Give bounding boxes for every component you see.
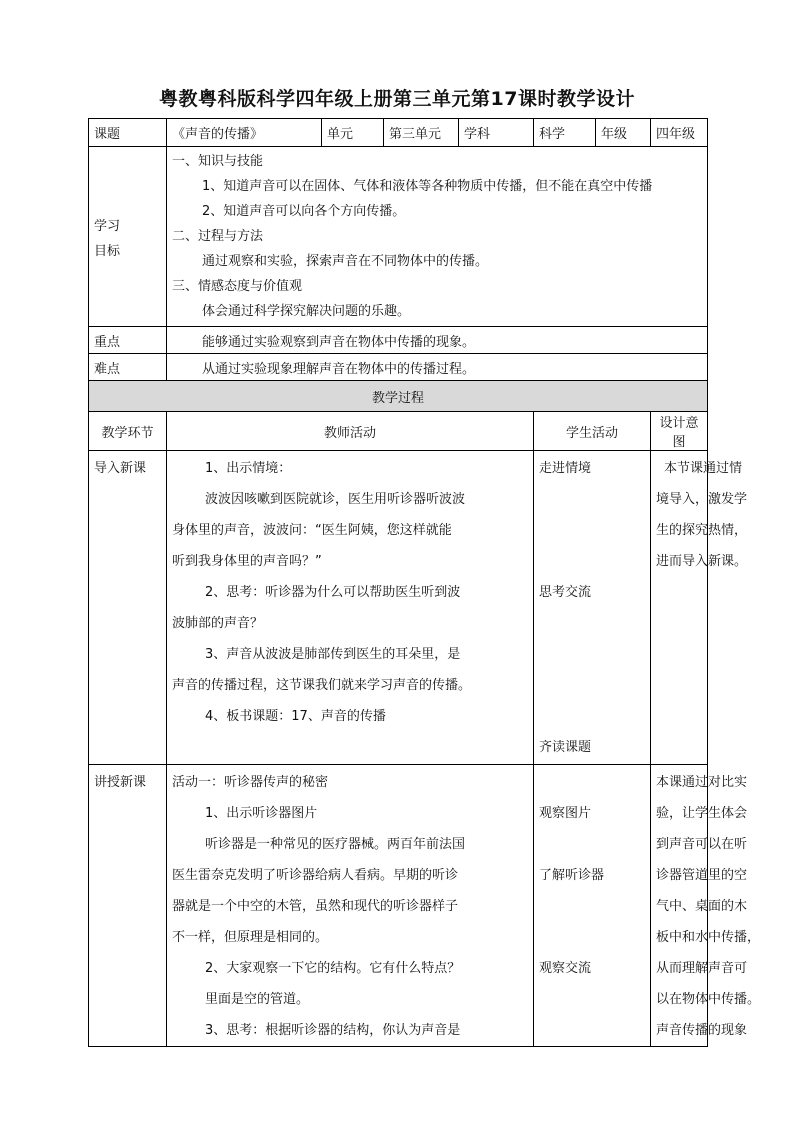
lecture-teacher-line: 不一样，但原理是相同的。 bbox=[172, 930, 329, 945]
intro-row bbox=[89, 451, 708, 765]
intro-intent-line: 进而导入新课。 bbox=[656, 554, 748, 569]
lecture-intent-line: 以在物体中传播。 bbox=[656, 992, 761, 1007]
lecture-intent-line: 气中、桌面的木 bbox=[656, 899, 748, 914]
goals-line: 二、过程与方法 bbox=[172, 229, 264, 244]
goals-line: 通过观察和实验，探索声音在不同物体中的传播。 bbox=[202, 254, 489, 269]
key-point-label: 重点 bbox=[89, 327, 167, 354]
goals-row bbox=[89, 147, 708, 327]
goals-label-line-1: 学习 bbox=[94, 218, 121, 234]
lecture-teacher-line: 3、思考：根据听诊器的结构，你认为声音是 bbox=[205, 1023, 461, 1038]
goals-content bbox=[167, 147, 708, 327]
lecture-intent-line: 从而理解声音可 bbox=[656, 961, 748, 976]
goals-line: 三、情感态度与价值观 bbox=[172, 279, 303, 294]
goals-label-line-2: 目标 bbox=[94, 243, 121, 259]
lecture-student-line: 观察交流 bbox=[539, 961, 592, 976]
lesson-plan-table bbox=[88, 118, 761, 1047]
lecture-teacher-line: 器就是一个中空的木管，虽然和现代的听诊器样子 bbox=[172, 899, 459, 914]
lecture-intent-line: 本课通过对比实 bbox=[656, 775, 748, 790]
goals-line: 一、知识与技能 bbox=[172, 154, 264, 169]
intro-teacher-line: 4、板书课题：17、声音的传播 bbox=[205, 709, 386, 724]
intro-teacher-line: 身体里的声音，波波问：“医生阿姨，您这样就能 bbox=[172, 523, 452, 538]
lecture-teacher-line: 听诊器是一种常见的医疗器械。两百年前法国 bbox=[205, 837, 466, 852]
lecture-intent bbox=[651, 765, 761, 1047]
intro-teacher-line: 3、声音从波波是肺部传到医生的耳朵里，是 bbox=[205, 647, 461, 662]
lecture-stage bbox=[89, 765, 167, 1047]
lecture-intent-line: 声音传播的现象 bbox=[656, 1023, 748, 1038]
key-point-text bbox=[167, 327, 708, 354]
info-row bbox=[89, 119, 708, 147]
key-point-value: 能够通过实验观察到声音在物体中传播的现象。 bbox=[202, 334, 476, 350]
intro-stage bbox=[89, 451, 167, 765]
col-student-header: 学生活动 bbox=[534, 412, 651, 451]
intro-intent-line: 境导入，激发学 bbox=[656, 492, 748, 507]
unit-label: 单元 bbox=[322, 119, 384, 147]
lecture-row bbox=[89, 765, 708, 1047]
difficulty-text bbox=[167, 354, 708, 381]
process-heading-row bbox=[89, 381, 708, 412]
process-header-row bbox=[89, 412, 708, 451]
intro-teacher bbox=[167, 451, 534, 765]
process-heading: 教学过程 bbox=[89, 381, 708, 412]
grade-label: 年级 bbox=[596, 119, 651, 147]
subject-value: 科学 bbox=[534, 119, 596, 147]
lecture-student bbox=[534, 765, 651, 1047]
goals-line: 1、知道声音可以在固体、气体和液体等各种物质中传播，但不能在真空中传播 bbox=[202, 179, 653, 194]
col-teacher-header: 教师活动 bbox=[167, 412, 534, 451]
topic-label: 课题 bbox=[89, 119, 167, 147]
intro-teacher-line: 波肺部的声音？ bbox=[172, 616, 264, 631]
goals-line: 2、知道声音可以向各个方向传播。 bbox=[202, 204, 406, 219]
difficulty-label: 难点 bbox=[89, 354, 167, 381]
intro-teacher-line: 波波因咳嗽到医院就诊，医生用听诊器听波波 bbox=[205, 492, 466, 507]
lecture-teacher bbox=[167, 765, 534, 1047]
intro-stage-label: 导入新课 bbox=[94, 461, 147, 476]
intro-intent bbox=[651, 451, 748, 765]
lecture-teacher-line: 1、出示听诊器图片 bbox=[205, 806, 318, 821]
intro-student bbox=[534, 451, 651, 765]
lecture-teacher-line: 活动一：听诊器传声的秘密 bbox=[172, 775, 329, 790]
intro-teacher-line: 1、出示情境： bbox=[205, 461, 292, 476]
intro-intent-line: 生的探究热情， bbox=[656, 523, 748, 538]
lecture-teacher-line: 里面是空的管道。 bbox=[205, 992, 310, 1007]
intro-student-line: 走进情境 bbox=[539, 461, 592, 476]
lecture-teacher-line: 2、大家观察一下它的结构。它有什么特点？ bbox=[205, 961, 461, 976]
lecture-intent-line: 验，让学生体会 bbox=[656, 806, 748, 821]
grade-value: 四年级 bbox=[651, 119, 708, 147]
intro-student-line: 思考交流 bbox=[539, 585, 592, 600]
intro-teacher-line: 听到我身体里的声音吗？” bbox=[172, 554, 322, 569]
goals-label bbox=[89, 147, 167, 327]
intro-intent-line: 本节课通过情 bbox=[664, 461, 743, 476]
topic-value: 《声音的传播》 bbox=[167, 119, 322, 147]
lecture-stage-label: 讲授新课 bbox=[94, 775, 147, 790]
lecture-intent-line: 诊器管道里的空 bbox=[656, 868, 748, 883]
intro-teacher-line: 声音的传播过程，这节课我们就来学习声音的传播。 bbox=[172, 678, 472, 693]
intro-student-line: 齐读课题 bbox=[539, 740, 592, 755]
lecture-student-line: 了解听诊器 bbox=[539, 868, 605, 883]
lecture-intent-line: 板中和水中传播， bbox=[656, 930, 761, 945]
goals-line: 体会通过科学探究解决问题的乐趣。 bbox=[202, 304, 411, 319]
intro-teacher-line: 2、思考：听诊器为什么可以帮助医生听到波 bbox=[205, 585, 461, 600]
lecture-student-line: 观察图片 bbox=[539, 806, 592, 821]
document-title: 粤教粤科版科学四年级上册第三单元第17课时教学设计 bbox=[159, 88, 635, 110]
col-intent-header: 设计意图 bbox=[651, 412, 708, 451]
lecture-intent-line: 到声音可以在听 bbox=[656, 837, 748, 852]
key-point-row bbox=[89, 327, 708, 354]
difficulty-value: 从通过实验现象理解声音在物体中的传播过程。 bbox=[202, 361, 476, 377]
difficulty-row bbox=[89, 354, 708, 381]
col-stage-header: 教学环节 bbox=[89, 412, 167, 451]
unit-value: 第三单元 bbox=[384, 119, 459, 147]
lecture-teacher-line: 医生雷奈克发明了听诊器给病人看病。早期的听诊 bbox=[172, 868, 459, 883]
subject-label: 学科 bbox=[459, 119, 534, 147]
